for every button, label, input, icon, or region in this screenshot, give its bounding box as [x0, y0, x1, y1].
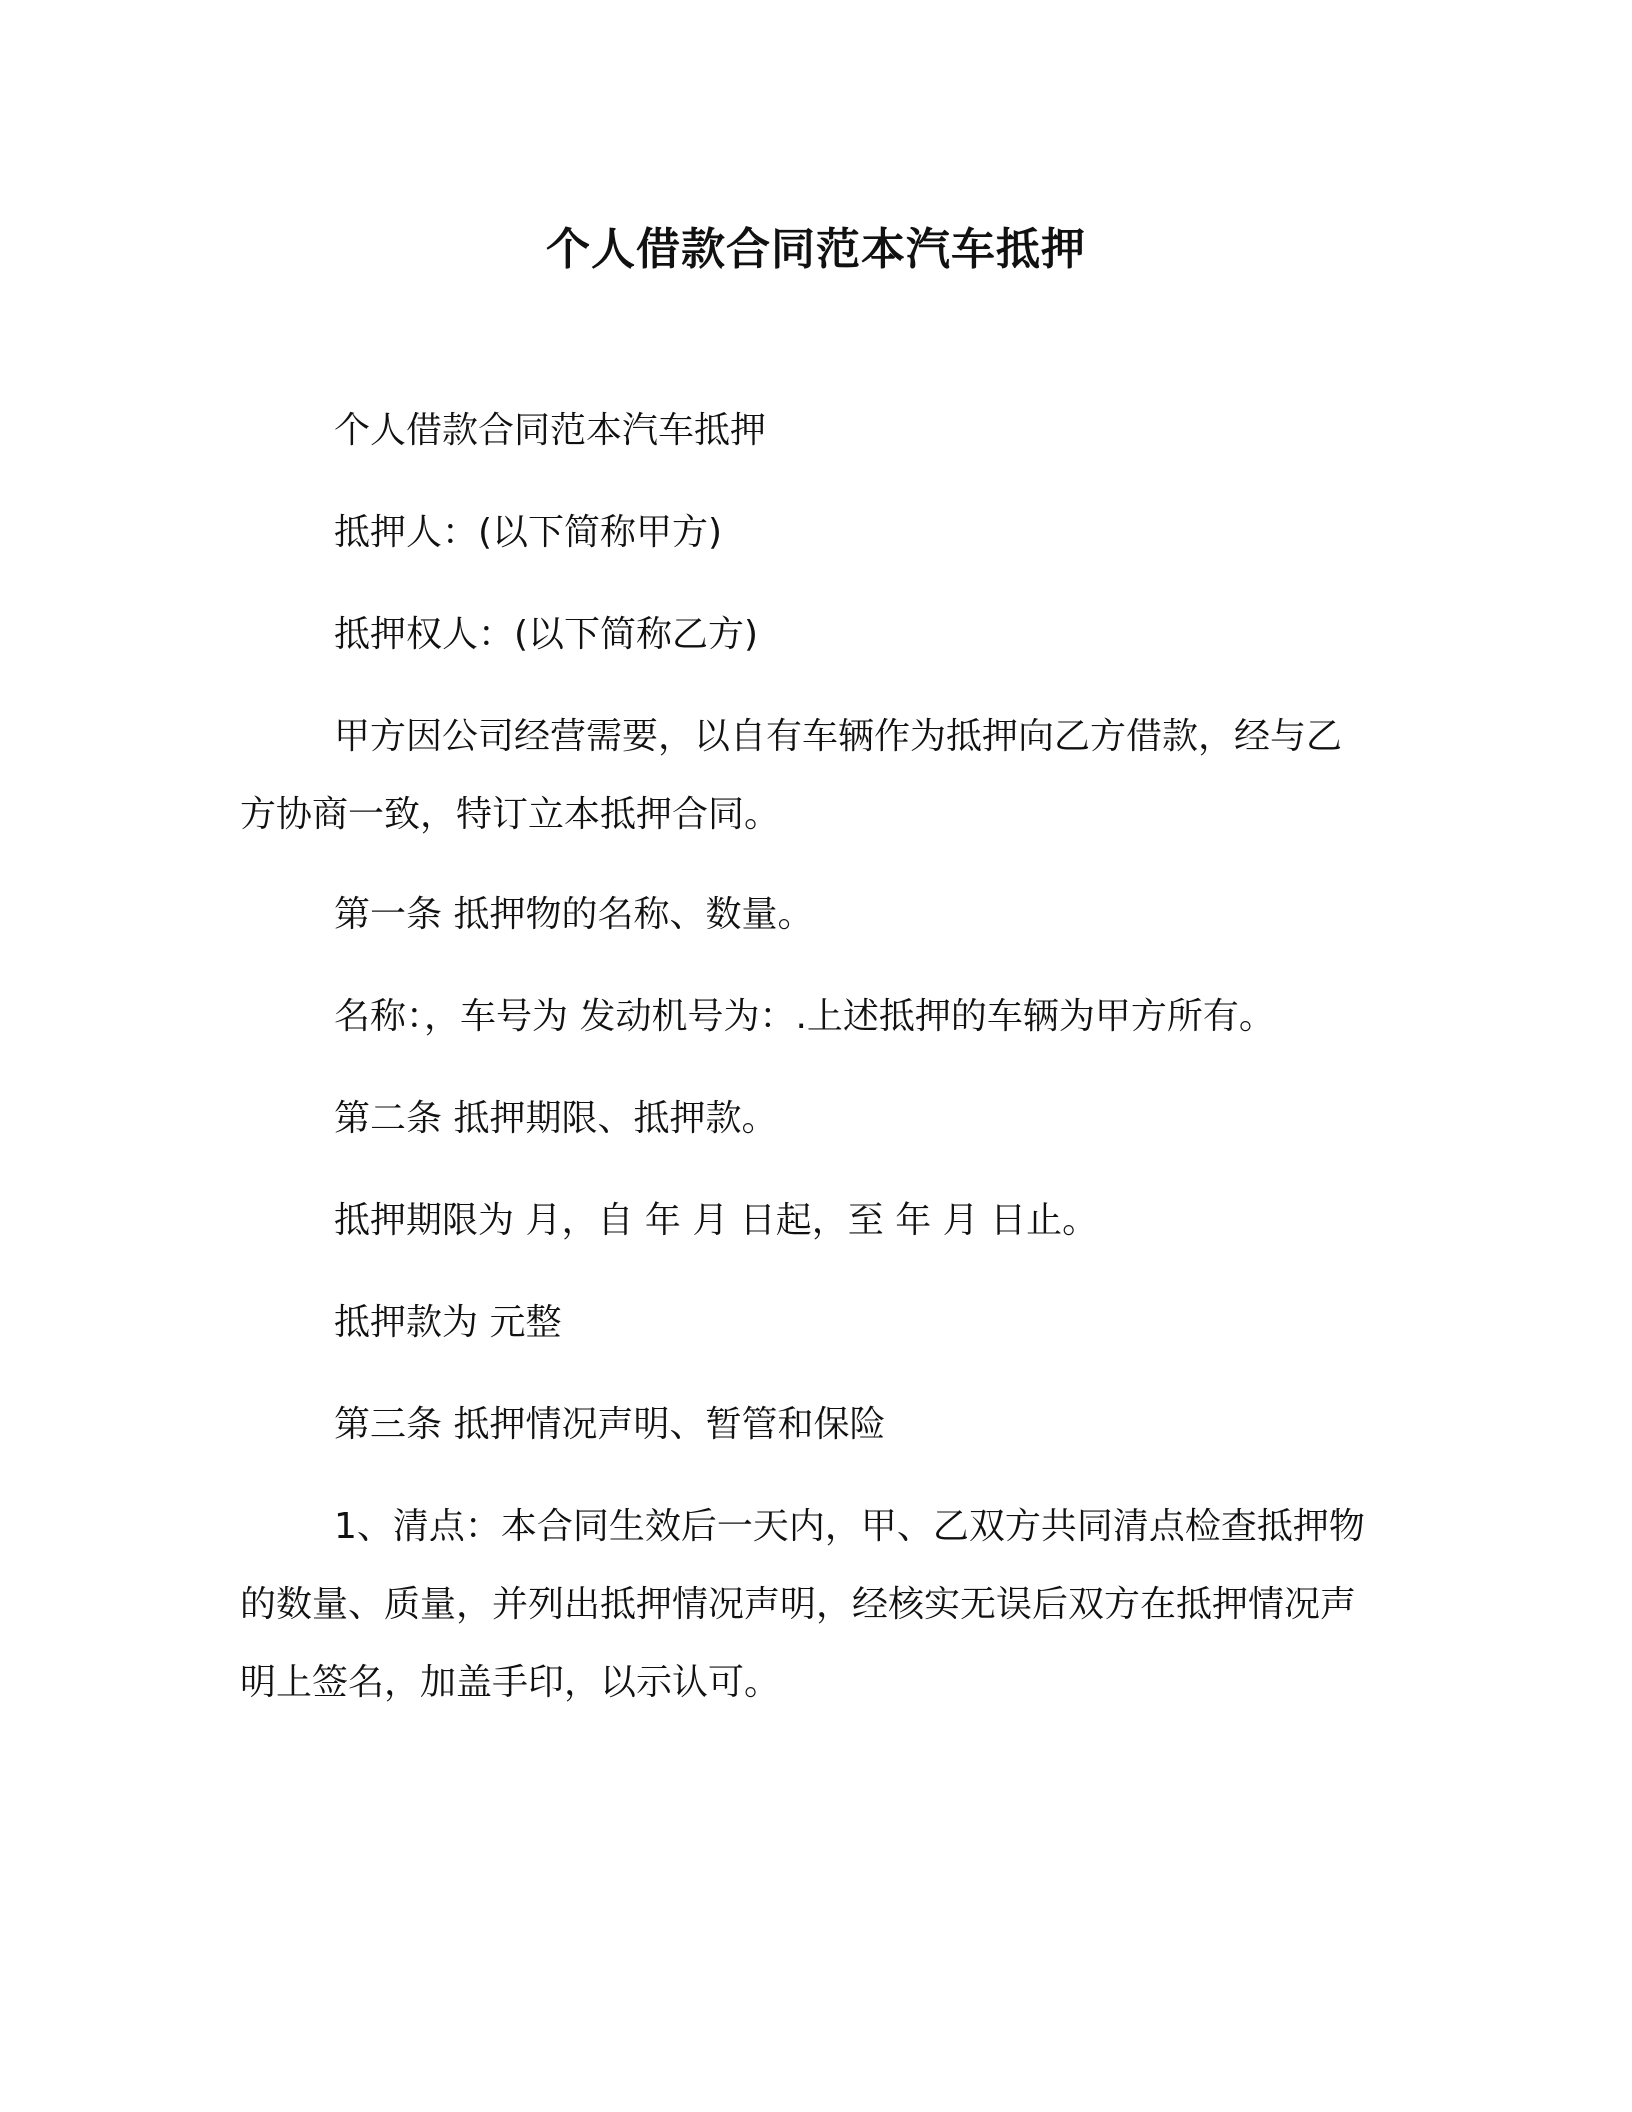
paragraph-inventory: 1、清点：本合同生效后一天内，甲、乙双方共同清点检查抵押物的数量、质量，并列出抵押情况声明，经核实无误后双方在抵押情况声明上签名，加盖手印，以示认可。 — [240, 1506, 1365, 1703]
paragraph-article-3: 第三条 抵押情况声明、暂管和保险 — [334, 1404, 886, 1445]
paragraph-article-2: 第二条 抵押期限、抵押款。 — [334, 1098, 778, 1139]
document-title: 个人借款合同范本汽车抵押 — [546, 224, 1086, 275]
paragraph-term: 抵押期限为 月，自 年 月 日起，至 年 月 日止。 — [334, 1200, 1099, 1241]
paragraph-mortgagee: 抵押权人：(以下简称乙方) — [334, 614, 759, 655]
paragraph-heading: 个人借款合同范本汽车抵押 — [334, 410, 767, 451]
paragraph-vehicle-info: 名称：，车号为 发动机号为：.上述抵押的车辆为甲方所有。 — [334, 996, 1275, 1037]
paragraph-amount: 抵押款为 元整 — [334, 1302, 562, 1343]
paragraph-article-1: 第一条 抵押物的名称、数量。 — [334, 894, 814, 935]
paragraph-mortgagor: 抵押人：(以下简称甲方) — [334, 512, 723, 553]
paragraph-preamble: 甲方因公司经营需要，以自有车辆作为抵押向乙方借款，经与乙方协商一致，特订立本抵押合同。 — [240, 716, 1343, 835]
